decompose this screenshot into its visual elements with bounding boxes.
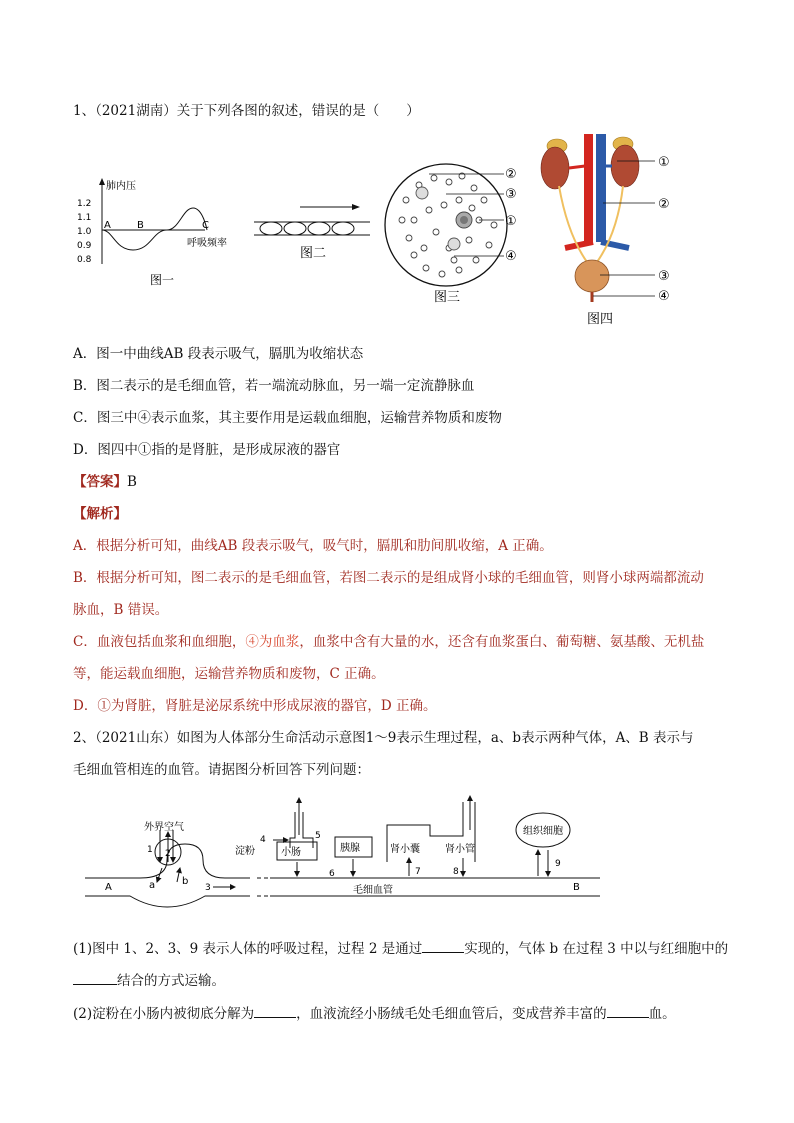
q2-sub1-line2 xyxy=(73,970,225,991)
q2-sub2-line1 xyxy=(73,1003,676,1024)
diagram-capillary: 毛细血管 xyxy=(353,885,393,896)
q2-sub1-part-a: (1)图中 1、2、3、9 表示人体的呼吸过程，过程 2 是通过 xyxy=(73,941,423,957)
answer-blank[interactable] xyxy=(254,1003,296,1018)
fig1-caption: 图一 xyxy=(150,273,175,287)
question-1-stem: 1、（2021湖南）关于下列各图的叙述，错误的是（ ） xyxy=(73,103,420,119)
diagram-num-5: 5 xyxy=(315,831,321,841)
q2-sub1-part-b: 实现的，气体 b 在过程 3 中以与红细胞中的 xyxy=(464,941,729,957)
diagram-num-9: 9 xyxy=(555,859,561,869)
figure-2-capillary xyxy=(250,195,375,270)
fig3-caption: 图三 xyxy=(434,290,461,305)
diagram-outside-air: 外界空气 xyxy=(144,822,184,833)
diagram-bowman: 肾小囊 xyxy=(390,844,420,855)
diagram-num-1: 1 xyxy=(147,845,153,855)
question-2-stem-line2: 毛细血管相连的血管。请据图分析回答下列问题： xyxy=(73,762,370,778)
option-c: C．图三中④表示血浆，其主要作用是运载血细胞，运输营养物质和废物 xyxy=(73,410,502,426)
diagram-tubule: 肾小管 xyxy=(445,844,475,855)
analysis-b-line2: 脉血，B 错误。 xyxy=(73,602,169,618)
analysis-a: A．根据分析可知，曲线AB 段表示吸气，吸气时，膈肌和肋间肌收缩，A 正确。 xyxy=(73,538,553,554)
diagram-gas-b: b xyxy=(182,876,189,887)
option-a: A．图一中曲线AB 段表示吸气，膈肌为收缩状态 xyxy=(73,346,364,362)
fig4-label: ③ xyxy=(658,269,670,284)
diagram-num-8: 8 xyxy=(453,867,459,877)
fig1-ytick: 1.2 xyxy=(77,199,92,209)
fig3-label: ① xyxy=(505,214,517,229)
diagram-num-6: 6 xyxy=(329,869,335,879)
analysis-c-highlight: ④为血浆 xyxy=(245,634,300,650)
diagram-gas-a: a xyxy=(149,880,156,891)
answer-blank[interactable] xyxy=(73,970,117,985)
fig2-caption: 图二 xyxy=(300,246,327,261)
diagram-num-3: 3 xyxy=(205,883,211,893)
analysis-b-line1: B．根据分析可知，图二表示的是毛细血管，若图二表示的是组成肾小球的毛细血管，则肾小球两端都流动 xyxy=(73,570,704,586)
answer-row xyxy=(73,472,137,492)
diagram-small-intestine: 小肠 xyxy=(281,847,301,858)
fig1-point-b: B xyxy=(137,220,144,231)
analysis-c-suffix: ，血浆中含有大量的水，还含有血浆蛋白、葡萄糖、氨基酸、无机盐 xyxy=(299,634,705,650)
analysis-d: D．①为肾脏，肾脏是泌尿系统中形成尿液的器官，D 正确。 xyxy=(73,698,437,714)
analysis-c-prefix: C．血液包括血浆和血细胞， xyxy=(73,634,246,650)
answer-blank[interactable] xyxy=(607,1003,649,1018)
q2-sub1-part-c: 结合的方式运输。 xyxy=(117,973,225,989)
diagram-starch: 淀粉 xyxy=(235,846,255,857)
figure-3-blood-smear xyxy=(384,160,534,305)
fig3-label: ② xyxy=(505,167,517,182)
figure-4-urinary-system xyxy=(535,130,690,330)
fig3-label: ④ xyxy=(505,249,517,264)
fig1-point-c: C xyxy=(202,220,209,231)
diagram-vessel-b: B xyxy=(573,882,580,893)
fig4-label: ② xyxy=(658,197,670,212)
answer-blank[interactable] xyxy=(422,938,464,953)
q2-sub2-part-a: (2)淀粉在小肠内被彻底分解为 xyxy=(73,1006,255,1022)
fig1-xlabel: 呼吸频率 xyxy=(187,238,227,249)
question-2-stem-line1: 2、（2021山东）如图为人体部分生命活动示意图1～9表示生理过程，a、b表示两种气体，A、B 表示与 xyxy=(73,730,694,746)
analysis-c-line2: 等，能运载血细胞，运输营养物质和废物，C 正确。 xyxy=(73,666,385,682)
q2-sub2-part-c: 血。 xyxy=(648,1006,676,1022)
diagram-num-2: 2 xyxy=(165,849,171,859)
q2-sub2-part-b: ，血液流经小肠绒毛处毛细血管后，变成营养丰富的 xyxy=(296,1006,607,1022)
fig4-label: ① xyxy=(658,155,670,170)
question-2-diagram xyxy=(85,790,605,910)
option-d: D．图四中①指的是肾脏，是形成尿液的器官 xyxy=(73,442,341,458)
fig1-ytick: 1.0 xyxy=(77,227,92,237)
diagram-pancreas: 胰腺 xyxy=(340,843,360,854)
diagram-num-4: 4 xyxy=(260,835,266,845)
q2-sub1-line1 xyxy=(73,938,728,959)
option-b: B．图二表示的是毛细血管，若一端流动脉血，另一端一定流静脉血 xyxy=(73,378,475,394)
answer-label: 【答案】 xyxy=(73,474,127,490)
fig1-ytick: 1.1 xyxy=(77,213,92,223)
fig1-ytick: 0.8 xyxy=(77,255,92,265)
fig1-point-a: A xyxy=(104,220,111,231)
diagram-tissue-cell: 组织细胞 xyxy=(523,826,563,837)
fig3-label: ③ xyxy=(505,187,517,202)
answer-value: B xyxy=(127,474,137,490)
fig1-ylabel: 肺内压 xyxy=(106,181,136,192)
fig4-label: ④ xyxy=(658,289,670,304)
fig1-ytick: 0.9 xyxy=(77,241,92,251)
diagram-vessel-a: A xyxy=(105,882,112,893)
diagram-num-7: 7 xyxy=(415,867,421,877)
figure-1-pressure-chart xyxy=(75,172,235,292)
analysis-label: 【解析】 xyxy=(73,506,127,522)
analysis-c-line1 xyxy=(73,632,704,652)
fig4-caption: 图四 xyxy=(587,312,614,327)
